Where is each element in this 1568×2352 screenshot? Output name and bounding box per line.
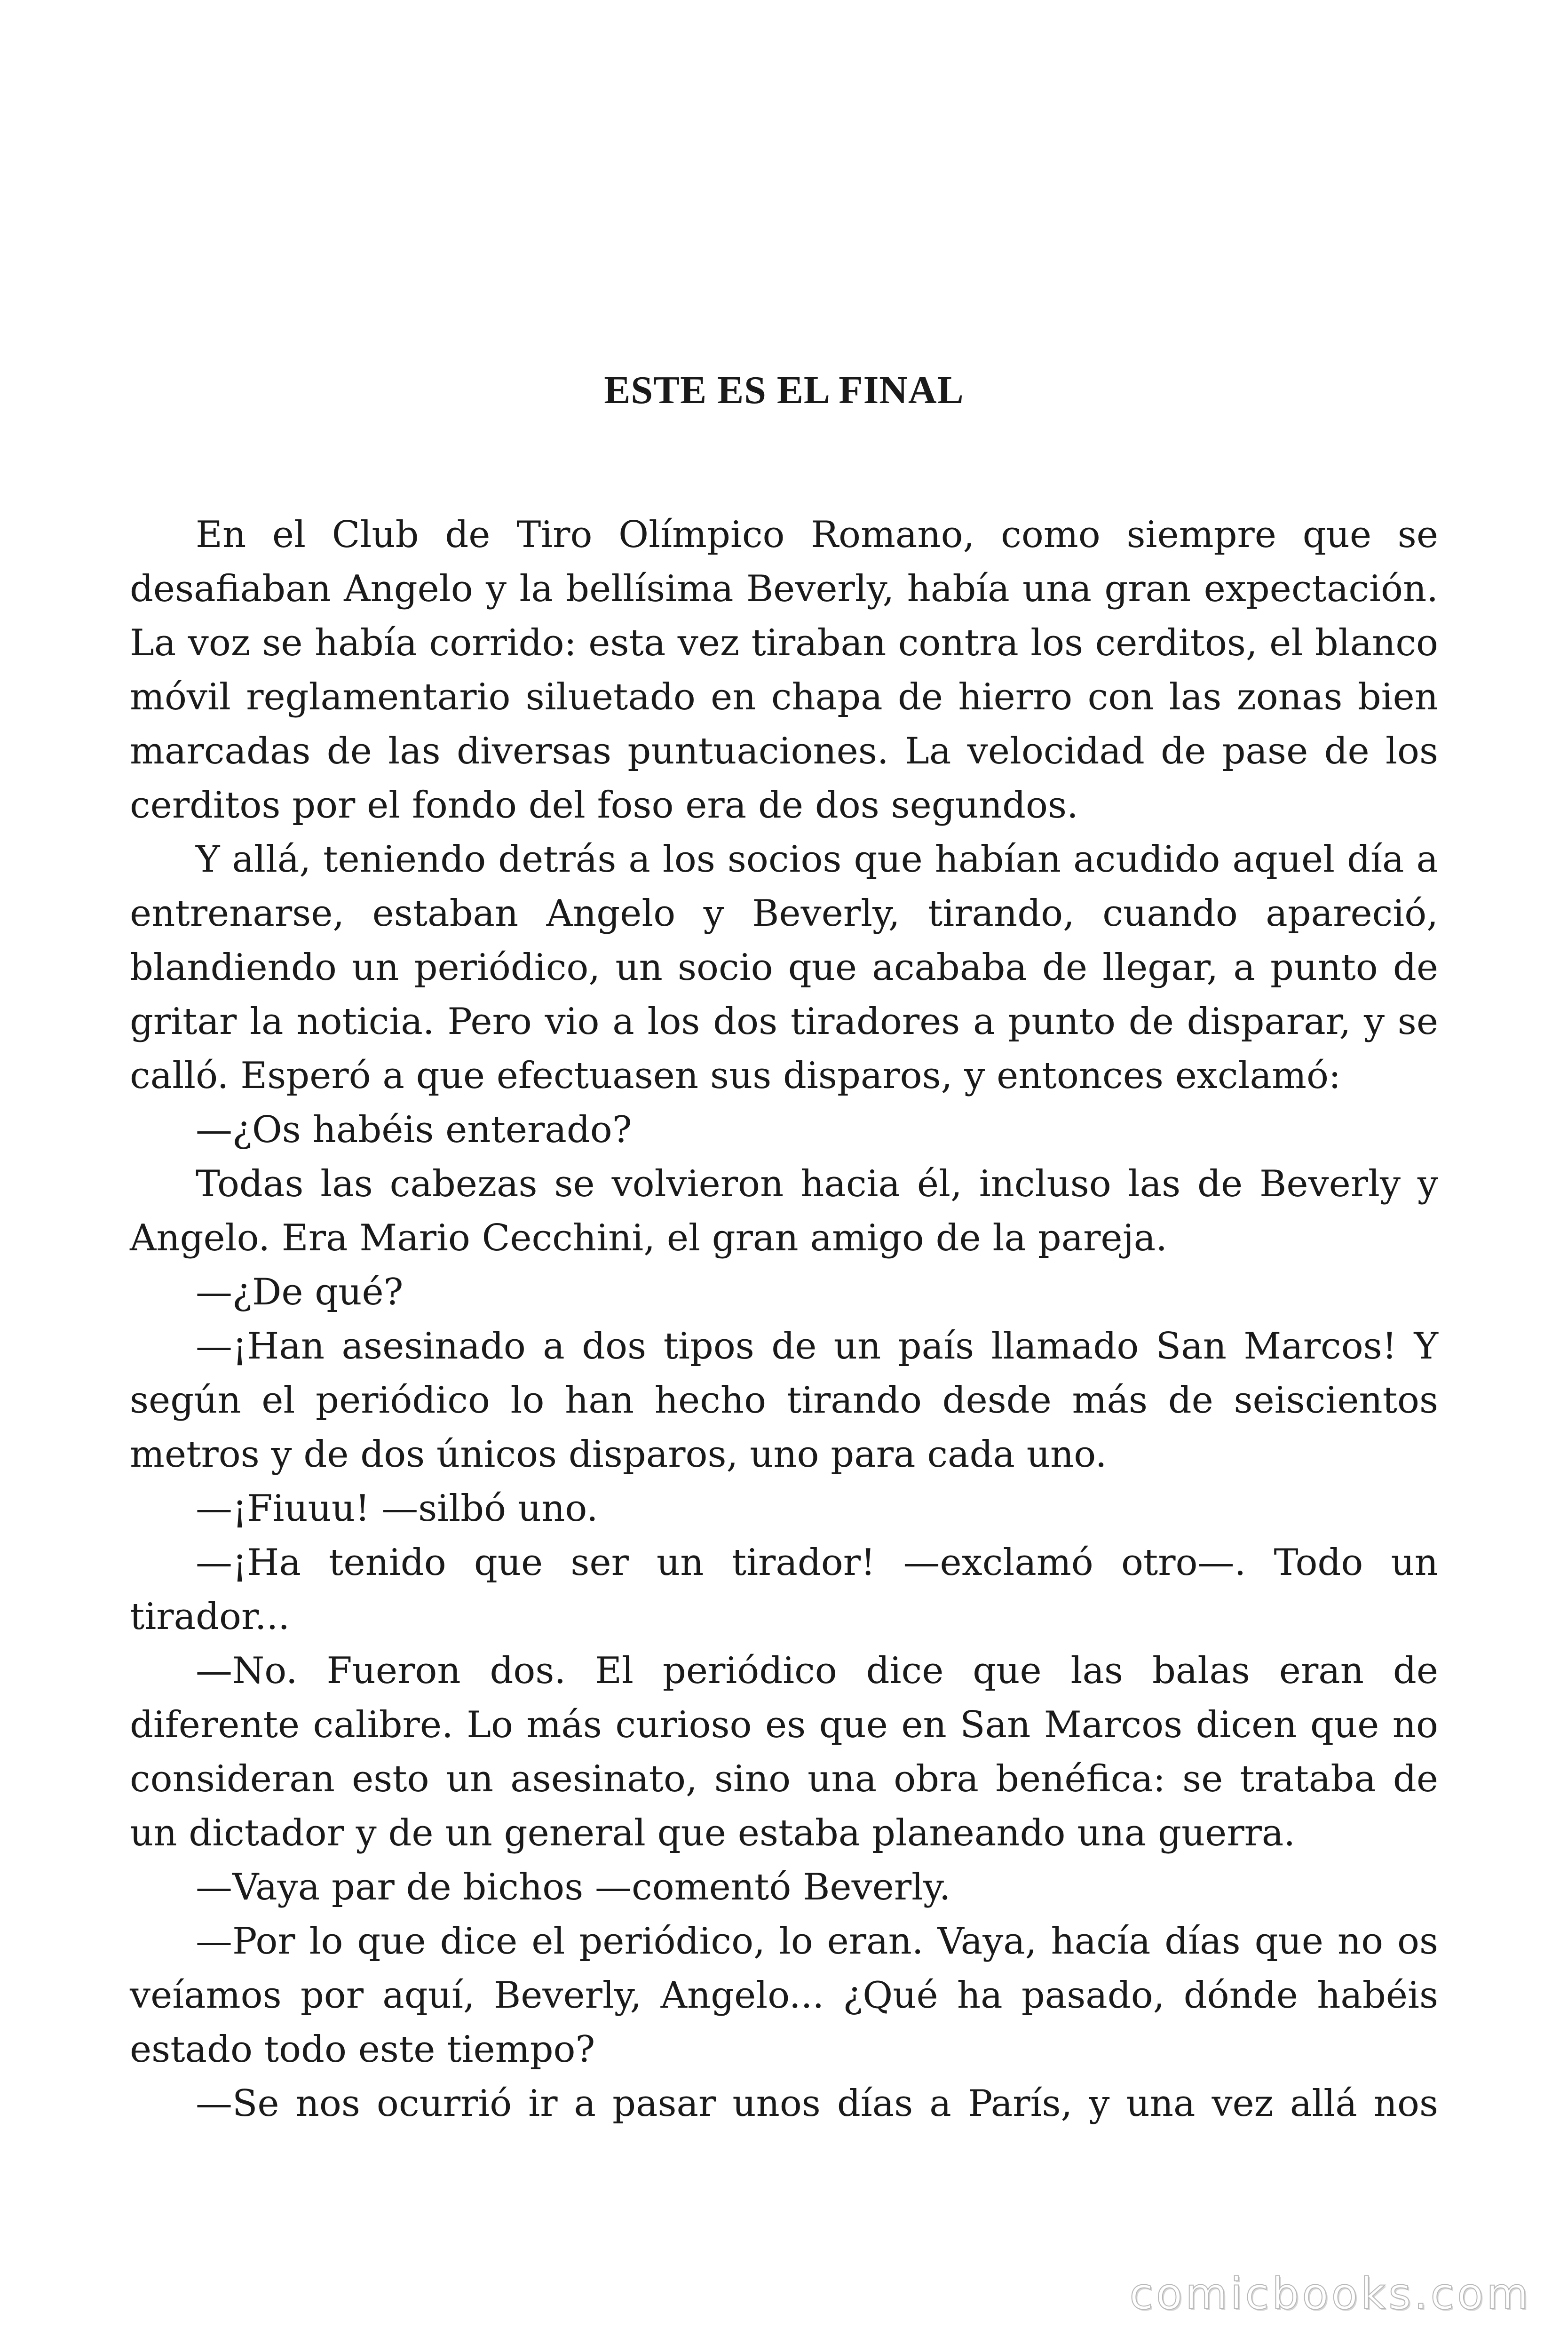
paragraph: Y allá, teniendo detrás a los socios que habían acudido aquel día a entrenarse, estaban Angelo y Beverly, tirando, cuando apareció, blandiendo un periódico, un socio que acababa de llegar, a punto de gritar la noticia. Pero vio a los dos tiradores a punto de disparar, y se calló. Esperó a que efectuasen sus disparos, y entonces exclamó:: [130, 838, 1438, 1097]
paragraph-last-line: —Se nos ocurrió ir a pasar unos días a París, y una vez allá nos: [196, 2082, 1438, 2125]
watermark-logo: comicbooks.com: [1129, 2269, 1531, 2319]
body-text: [130, 508, 1438, 2131]
paragraph: —No. Fueron dos. El periódico dice que las balas eran de diferente calibre. Lo más curioso es que en San Marcos dicen que no consideran esto un asesinato, sino una obra benéfica: se trataba de un dictador y de un general que estaba planeando una guerra.: [130, 1650, 1438, 1854]
chapter-title: ESTE ES EL FINAL: [604, 368, 964, 412]
paragraph: —Por lo que dice el periódico, lo eran. Vaya, hacía días que no os veíamos por aquí, Beverly, Angelo... ¿Qué ha pasado, dónde habéis estado todo este tiempo?: [130, 1920, 1438, 2071]
paragraph: —¡Fiuuu! —silbó uno.: [196, 1487, 598, 1530]
paragraph: —¡Ha tenido que ser un tirador! —exclamó otro—. Todo un tirador...: [130, 1542, 1438, 1638]
paragraph: —¿De qué?: [196, 1271, 404, 1313]
paragraph: Todas las cabezas se volvieron hacia él, incluso las de Beverly y Angelo. Era Mario Cecchini, el gran amigo de la pareja.: [130, 1163, 1438, 1259]
paragraph: —¿Os habéis enterado?: [196, 1109, 632, 1151]
paragraph: —¡Han asesinado a dos tipos de un país llamado San Marcos! Y según el periódico lo han hecho tirando desde más de seiscientos metros y de dos únicos disparos, uno para cada uno.: [130, 1325, 1438, 1476]
paragraph: En el Club de Tiro Olímpico Romano, como siempre que se desafiaban Angelo y la bellísima Beverly, había una gran expectación. La voz se había corrido: esta vez tiraban contra los cerditos, el blanco móvil reglamentario siluetado en chapa de hierro con las zonas bien marcadas de las diversas puntuaciones. La velocidad de pase de los cerditos por el fondo del foso era de dos segundos.: [130, 514, 1438, 826]
paragraph: —Vaya par de bichos —comentó Beverly.: [196, 1866, 951, 1908]
